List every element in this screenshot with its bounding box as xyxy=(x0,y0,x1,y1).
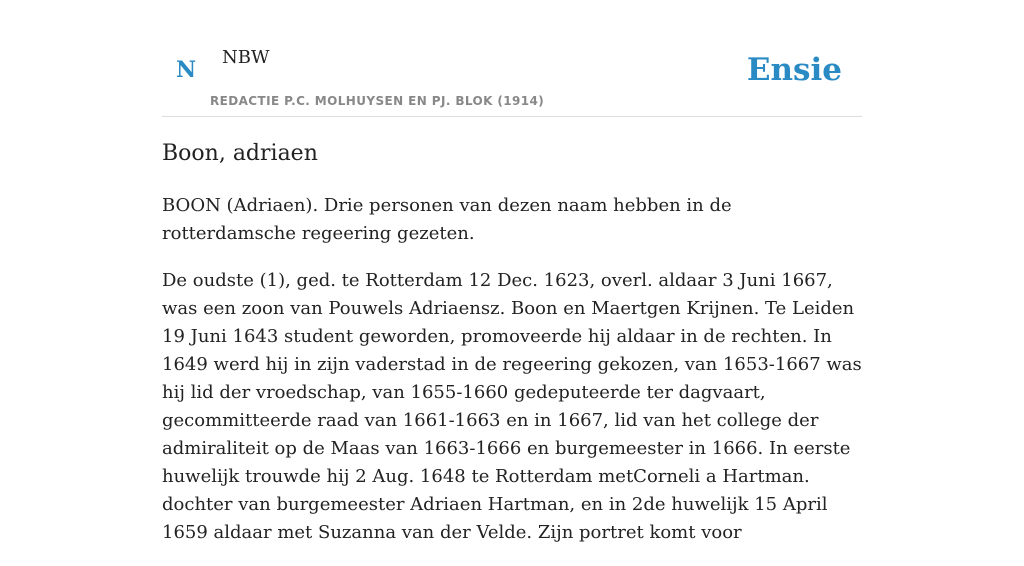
article-title: Boon, adriaen xyxy=(162,141,318,166)
logo-letter-icon[interactable]: N xyxy=(176,57,197,83)
site-header xyxy=(162,0,862,117)
article xyxy=(162,138,862,566)
article-paragraph: BOON (Adriaen). Drie personen van dezen naam hebben in de rotterdamsche regeering gezeten. xyxy=(162,195,732,244)
article-paragraph: De oudste (1), ged. te Rotterdam 12 Dec. 1623, overl. aldaar 3 Juni 1667, was een zoon van Pouwels Adriaensz. Boon en Maertgen Krijnen. Te Leiden 19 Juni 1643 student geworden, promoveerde hij aldaar in de rechten. In 1649 werd hij in zijn vaderstad in de regeering gekozen, van 1653-1667 was hij lid der vroedschap, van 1655-1660 gedeputeerde ter dagvaart, gecommitteerde raad van 1661-1663 en in 1667, lid van het college der admiraliteit op de Maas van 1663-1666 en burgemeester in 1666. In eerste huwelijk trouwde hij 2 Aug. 1648 te Rotterdam metCorneli a Hartman. dochter van burgemeester Adriaen Hartman, en in 2de huwelijk 15 April 1659 aldaar met Suzanna van der Velde. Zijn portret komt voor xyxy=(162,270,862,543)
source-title[interactable]: NBW xyxy=(222,47,270,68)
source-subtitle: REDACTIE P.C. MOLHUYSEN EN PJ. BLOK (1914) xyxy=(210,94,545,108)
brand-logo[interactable]: Ensie xyxy=(746,52,842,88)
